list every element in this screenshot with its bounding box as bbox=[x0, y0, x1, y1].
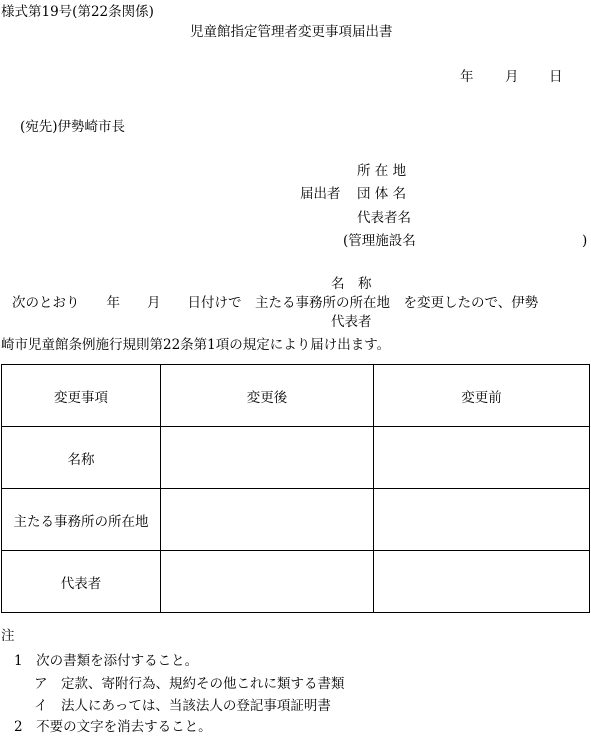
table-row bbox=[2, 427, 590, 489]
choice-below: 代表者 bbox=[331, 314, 372, 330]
applicant-organization-label: 団 体 名 bbox=[357, 186, 407, 202]
row-item-address: 主たる事務所の所在地 bbox=[2, 489, 161, 551]
date-year: 年 bbox=[460, 69, 474, 85]
table-row bbox=[2, 489, 590, 551]
cell-before[interactable] bbox=[374, 489, 590, 551]
note-subitem: イ 法人にあっては、当該法人の登記事項証明書 bbox=[34, 698, 331, 714]
cell-before[interactable] bbox=[374, 427, 590, 489]
row-item-representative: 代表者 bbox=[2, 551, 161, 613]
form-number: 様式第19号(第22条関係) bbox=[1, 4, 154, 20]
header-change-item: 変更事項 bbox=[2, 365, 161, 427]
note-item: 1 次の書類を添付すること。 bbox=[14, 653, 199, 669]
table-row bbox=[2, 551, 590, 613]
cell-before[interactable] bbox=[374, 551, 590, 613]
facility-name-close: ) bbox=[582, 233, 588, 249]
notes-heading: 注 bbox=[1, 628, 15, 644]
addressee: (宛先)伊勢崎市長 bbox=[20, 119, 126, 135]
facility-name-label: (管理施設名 bbox=[343, 233, 416, 249]
cell-after[interactable] bbox=[161, 427, 374, 489]
document-title: 児童館指定管理者変更事項届出書 bbox=[190, 24, 393, 40]
note-item: 2 不要の文字を消去すること。 bbox=[14, 719, 212, 735]
date-day: 日 bbox=[549, 69, 563, 85]
cell-after[interactable] bbox=[161, 489, 374, 551]
applicant-location-label: 所 在 地 bbox=[357, 163, 407, 179]
note-subitem: ア 定款、寄附行為、規約その他これに類する書類 bbox=[34, 676, 345, 692]
choice-above: 名 称 bbox=[331, 276, 372, 292]
date-month: 月 bbox=[505, 69, 519, 85]
change-items-table bbox=[1, 364, 590, 613]
applicant-representative-label: 代表者名 bbox=[357, 210, 411, 226]
row-item-name: 名称 bbox=[2, 427, 161, 489]
body-text-line2: 崎市児童館条例施行規則第22条第1項の規定により届け出ます。 bbox=[1, 337, 391, 353]
table-header-row bbox=[2, 365, 590, 427]
applicant-label: 届出者 bbox=[300, 186, 341, 202]
header-after: 変更後 bbox=[161, 365, 374, 427]
cell-after[interactable] bbox=[161, 551, 374, 613]
body-text-line1: 次のとおり 年 月 日付けで 主たる事務所の所在地 を変更したので、伊勢 bbox=[12, 295, 539, 311]
header-before: 変更前 bbox=[374, 365, 590, 427]
